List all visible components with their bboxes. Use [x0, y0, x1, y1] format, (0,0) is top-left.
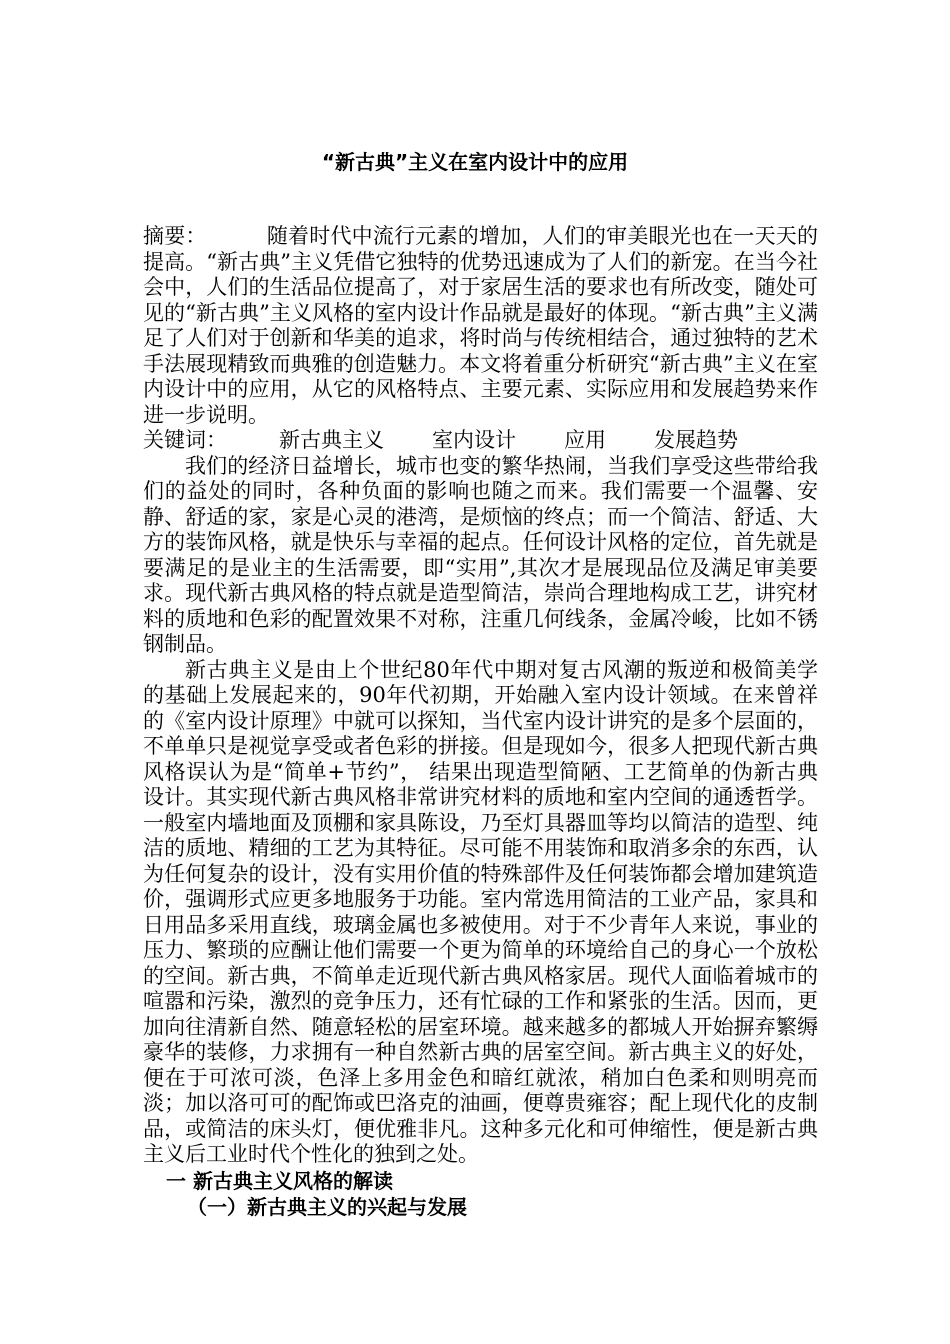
subsection-heading: （一）新古典主义的兴起与发展	[187, 1194, 467, 1219]
keywords-label: 关键词：	[143, 428, 227, 452]
body-paragraph: 我们的经济日益增长，城市也变的繁华热闹，当我们享受这些带给我们的益处的同时，各种负面的影响也随之而来。我们需要一个温馨、安静、舒适的家，家是心灵的港湾，是烦恼的终点；而一个简洁、舒适、大方的装饰风格，就是快乐与幸福的起点。任何设计风格的定位，首先就是要满足的是业主的生活需要，即“实用”,其次才是展现品位及满足审美要求。现代新古典风格的特点就是造型简洁，崇尚合理地构成工艺，讲究材料的质地和色彩的配置效果不对称，注重几何线条，金属冷峻，比如不锈钢制品。	[143, 453, 818, 656]
section-heading: 一 新古典主义风格的解读	[166, 1168, 393, 1193]
abstract-paragraph	[143, 224, 818, 428]
keyword-item: 新古典主义	[279, 428, 384, 452]
keyword-item: 应用	[564, 428, 606, 452]
abstract-label: 摘要：	[143, 224, 207, 248]
document-title: “新古典”主义在室内设计中的应用	[321, 150, 629, 174]
body-paragraph: 新古典主义是由上个世纪80年代中期对复古风潮的叛逆和极简美学的基础上发展起来的，90年代初期，开始融入室内设计领域。在来曾祥的《室内设计原理》中就可以探知，当代室内设计讲究的是多个层面的，不单单只是视觉享受或者色彩的拼接。但是现如今，很多人把现代新古典风格误认为是“简单+节约”， 结果出现造型简陋、工艺简单的伪新古典设计。其实现代新古典风格非常讲究材料的质地和室内空间的通透哲学。一般室内墙地面及顶棚和家具陈设，乃至灯具器皿等均以简洁的造型、纯洁的质地、精细的工艺为其特征。尽可能不用装饰和取消多余的东西，认为任何复杂的设计，没有实用价值的特殊部件及任何装饰都会增加建筑造价，强调形式应更多地服务于功能。室内常选用简洁的工业产品，家具和日用品多采用直线，玻璃金属也多被使用。对于不少青年人来说，事业的压力、繁琐的应酬让他们需要一个更为简单的环境给自己的身心一个放松的空间。新古典，不简单走近现代新古典风格家居。现代人面临着城市的喧嚣和污染，激烈的竞争压力，还有忙碌的工作和紧张的生活。因而，更加向往清新自然、随意轻松的居室环境。越来越多的都城人开始摒弃繁缛豪华的装修，力求拥有一种自然新古典的居室空间。新古典主义的好处，便在于可浓可淡，色泽上多用金色和暗红就浓，稍加白色柔和则明亮而淡；加以洛可可的配饰或巴洛克的油画，便尊贵雍容；配上现代化的皮制品，或简洁的床头灯，便优雅非凡。这种多元化和可伸缩性，便是新古典主义后工业时代个性化的独到之处。	[143, 657, 818, 1166]
keyword-item: 室内设计	[432, 428, 516, 452]
keywords-line	[143, 428, 818, 454]
abstract-text: 随着时代中流行元素的增加，人们的审美眼光也在一天天的提高。“新古典”主义凭借它独特的优势迅速成为了人们的新宠。在当今社会中，人们的生活品位提高了，对于家居生活的要求也有所改变，随处可见的“新古典”主义风格的室内设计作品就是最好的体现。“新古典”主义满足了人们对于创新和华美的追求，将时尚与传统相结合，通过独特的艺术手法展现精致而典雅的创造魅力。本文将着重分析研究“新古典”主义在室内设计中的应用，从它的风格特点、主要元素、实际应用和发展趋势来作进一步说明。	[143, 224, 819, 427]
keyword-item: 发展趋势	[654, 428, 738, 452]
document-body	[143, 224, 818, 1220]
